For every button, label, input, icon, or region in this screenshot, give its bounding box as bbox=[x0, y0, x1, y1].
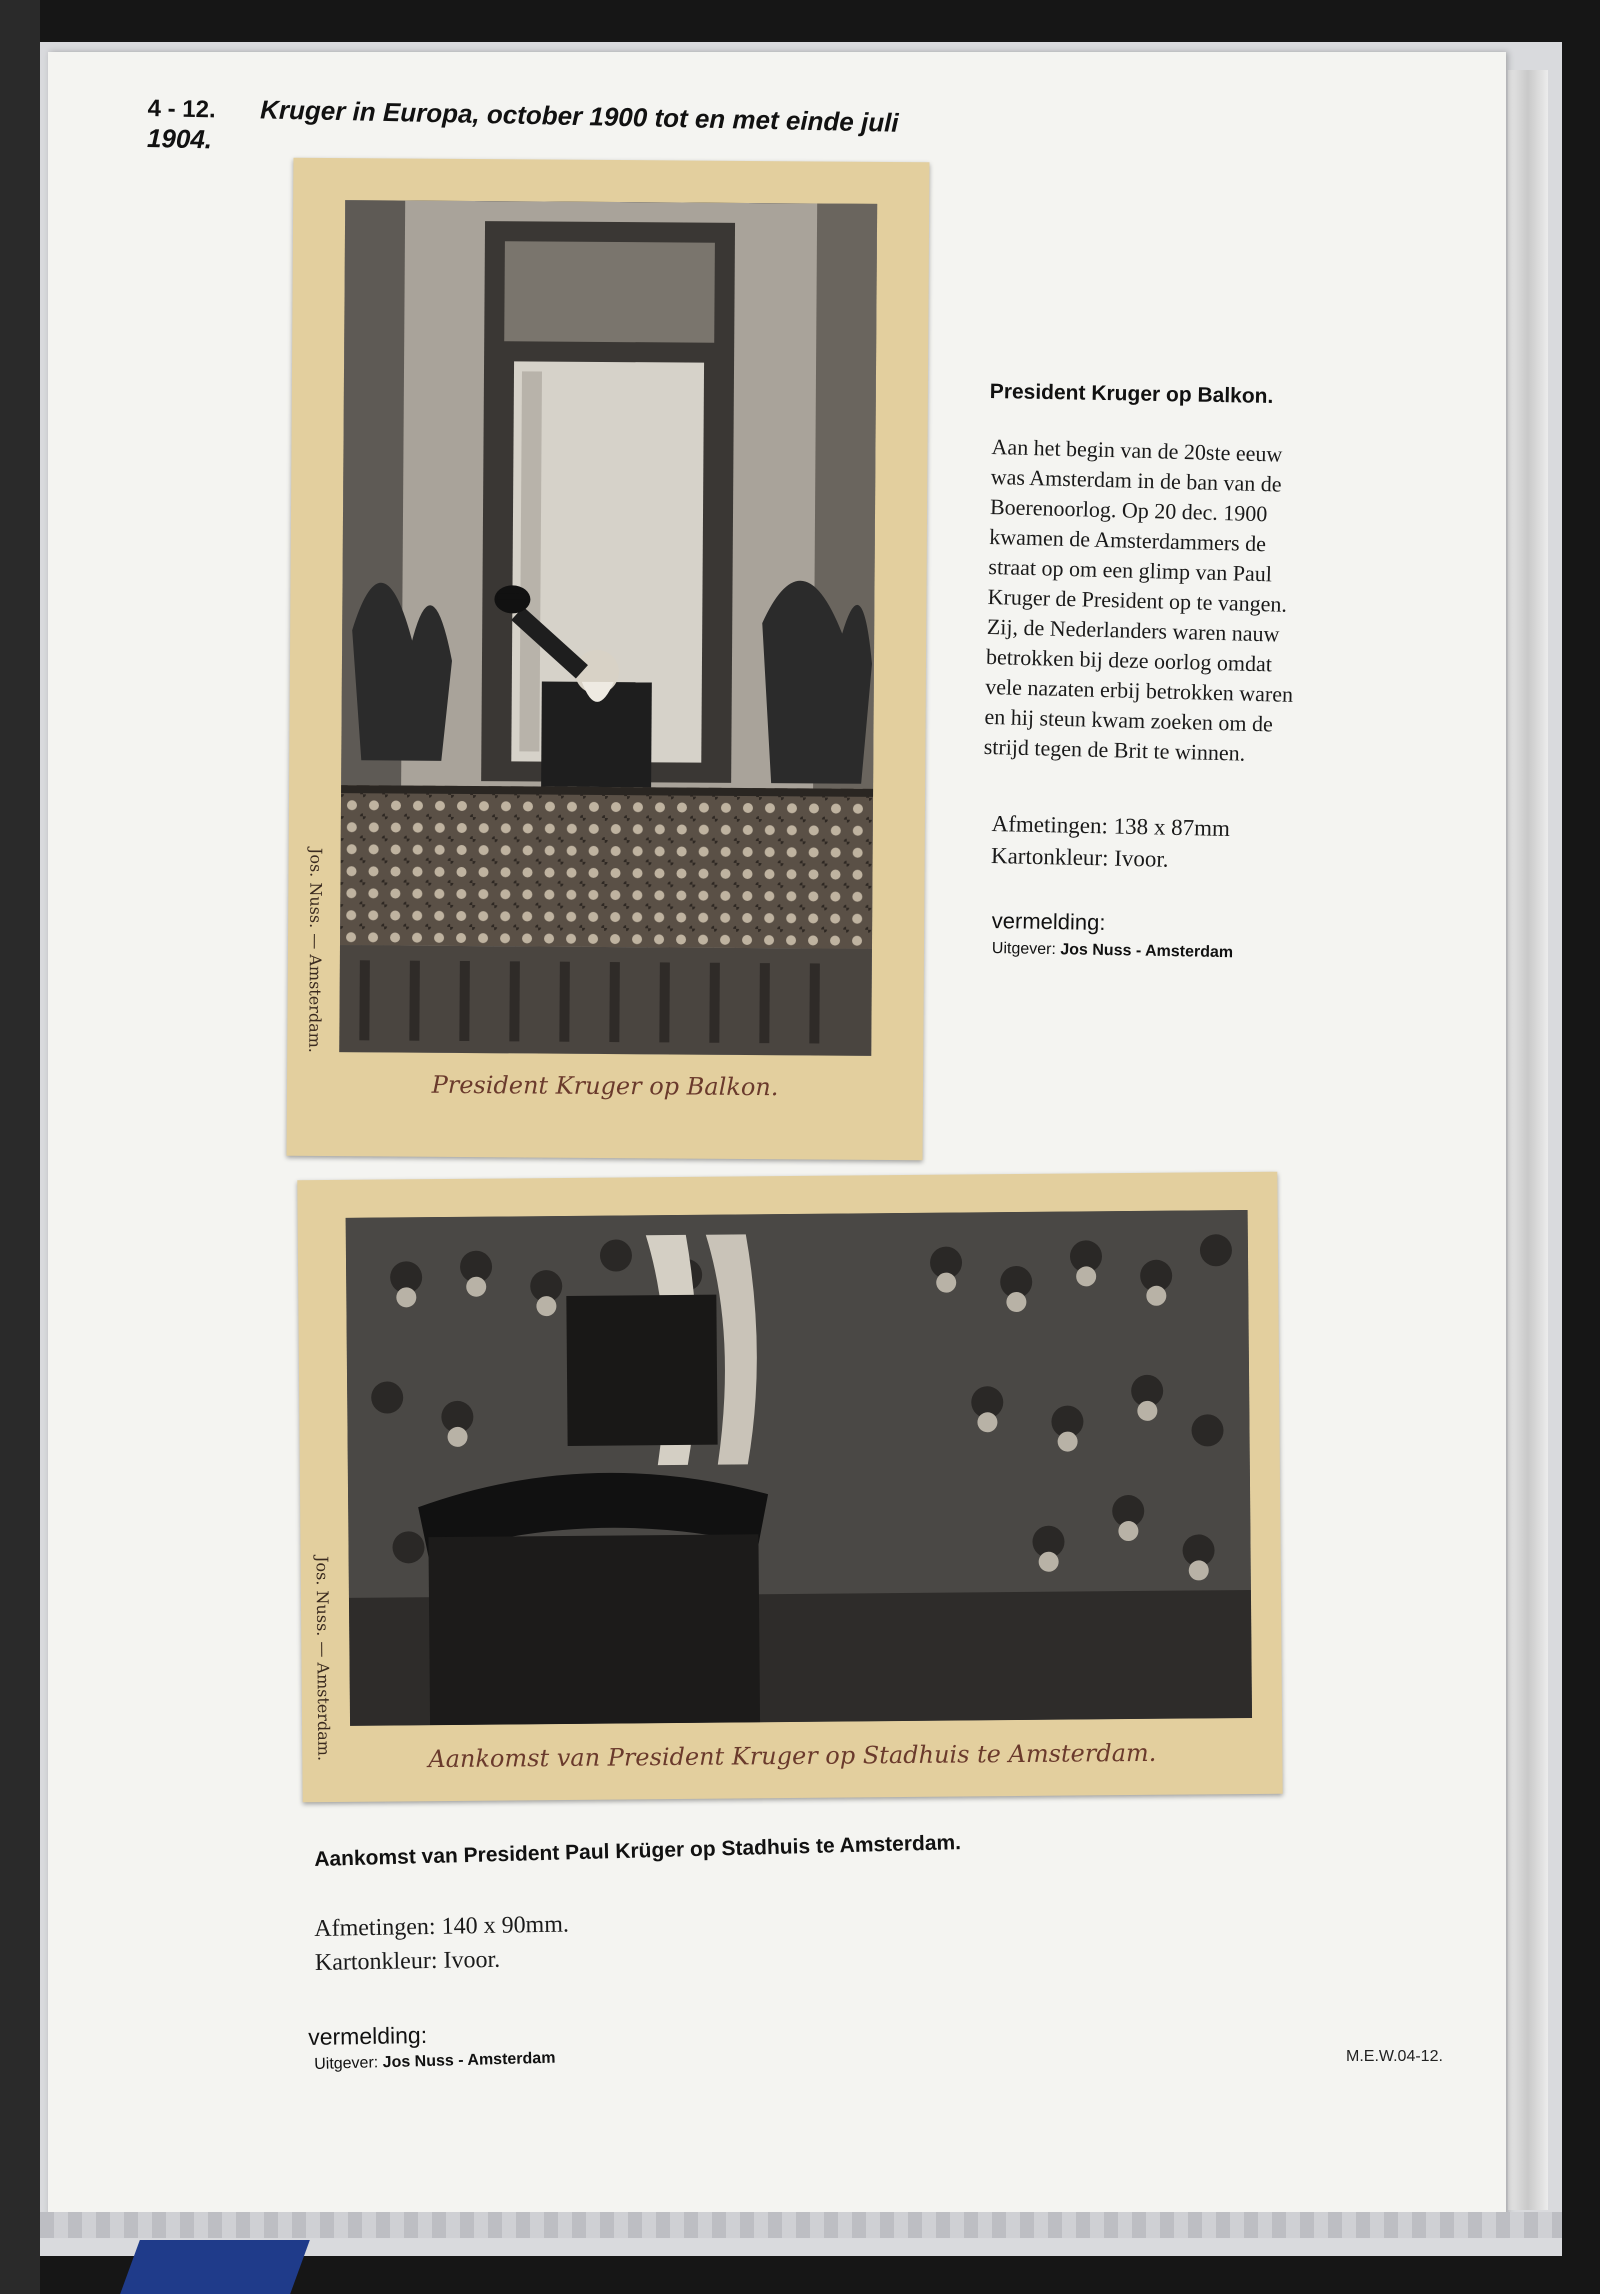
sleeve-bottom-strip bbox=[40, 2212, 1562, 2238]
description-line: Zij, de Nederlanders waren nauw bbox=[986, 613, 1280, 647]
photo-kruger-arrival bbox=[346, 1210, 1252, 1726]
page-title: Kruger in Europa, october 1900 tot en met einde juli 1904. bbox=[146, 94, 899, 155]
publisher-name: Jos Nuss - Amsterdam bbox=[382, 2049, 556, 2072]
card1-dimensions: Afmetingen: 138 x 87mm bbox=[991, 810, 1231, 841]
description-line: Boerenoorlog. Op 20 dec. 1900 bbox=[989, 493, 1268, 527]
card2-specs bbox=[314, 1906, 655, 1980]
publisher-label: Uitgever: bbox=[991, 940, 1057, 959]
card1-mention-label: vermelding: bbox=[991, 908, 1106, 935]
description-line: strijd tegen de Brit te winnen. bbox=[983, 733, 1246, 766]
description-line: straat op om een glimp van Paul bbox=[988, 553, 1273, 587]
postcard-arrival bbox=[297, 1172, 1282, 1803]
description-line: en hij steun kwam zoeken om de bbox=[984, 703, 1274, 737]
photo-kruger-balcony bbox=[339, 200, 877, 1056]
binder-spine bbox=[0, 0, 40, 2294]
publisher-label: Uitgever: bbox=[314, 2054, 379, 2073]
card2-publisher-imprint: Jos. Nuss. — Amsterdam. bbox=[312, 1556, 334, 1762]
description-line: vele nazaten erbij betrokken waren bbox=[985, 673, 1294, 707]
card1-caption: President Kruger op Balkon. bbox=[431, 1070, 779, 1102]
card1-publisher-imprint: Jos. Nuss. — Amsterdam. bbox=[305, 847, 326, 1053]
card2-mention-label: vermelding: bbox=[308, 2021, 428, 2050]
page-number: 4 - 12. bbox=[147, 94, 216, 124]
arrival-photo-illustration bbox=[346, 1210, 1252, 1726]
card1-card-color: Kartonkleur: Ivoor. bbox=[990, 842, 1169, 872]
publisher-name: Jos Nuss - Amsterdam bbox=[1060, 941, 1234, 962]
description-line: Kruger de President op te vangen. bbox=[987, 583, 1288, 617]
card2-card-color: Kartonkleur: Ivoor. bbox=[314, 1946, 501, 1976]
description-line: kwamen de Amsterdammers de bbox=[988, 523, 1267, 557]
card1-description bbox=[983, 432, 1332, 771]
description-line: betrokken bij deze oorlog omdat bbox=[985, 643, 1273, 677]
balcony-photo-illustration bbox=[339, 200, 877, 1056]
description-line: was Amsterdam in de ban van de bbox=[990, 463, 1282, 497]
card2-caption: Aankomst van President Kruger op Stadhuis te Amsterdam. bbox=[428, 1738, 1157, 1774]
page-reference: M.E.W.04-12. bbox=[1346, 2048, 1443, 2065]
card1-specs bbox=[991, 808, 1312, 879]
bookmark-ribbon bbox=[120, 2240, 310, 2294]
postcard-balcony bbox=[287, 158, 930, 1160]
card2-description-title: Aankomst van President Paul Krüger op Stadhuis te Amsterdam. bbox=[314, 1831, 962, 1871]
sleeve-edge bbox=[1508, 70, 1548, 2210]
card2-dimensions: Afmetingen: 140 x 90mm. bbox=[314, 1911, 570, 1942]
card1-description-title: President Kruger op Balkon. bbox=[989, 380, 1274, 408]
description-line: Aan het begin van de 20ste eeuw bbox=[991, 433, 1283, 467]
